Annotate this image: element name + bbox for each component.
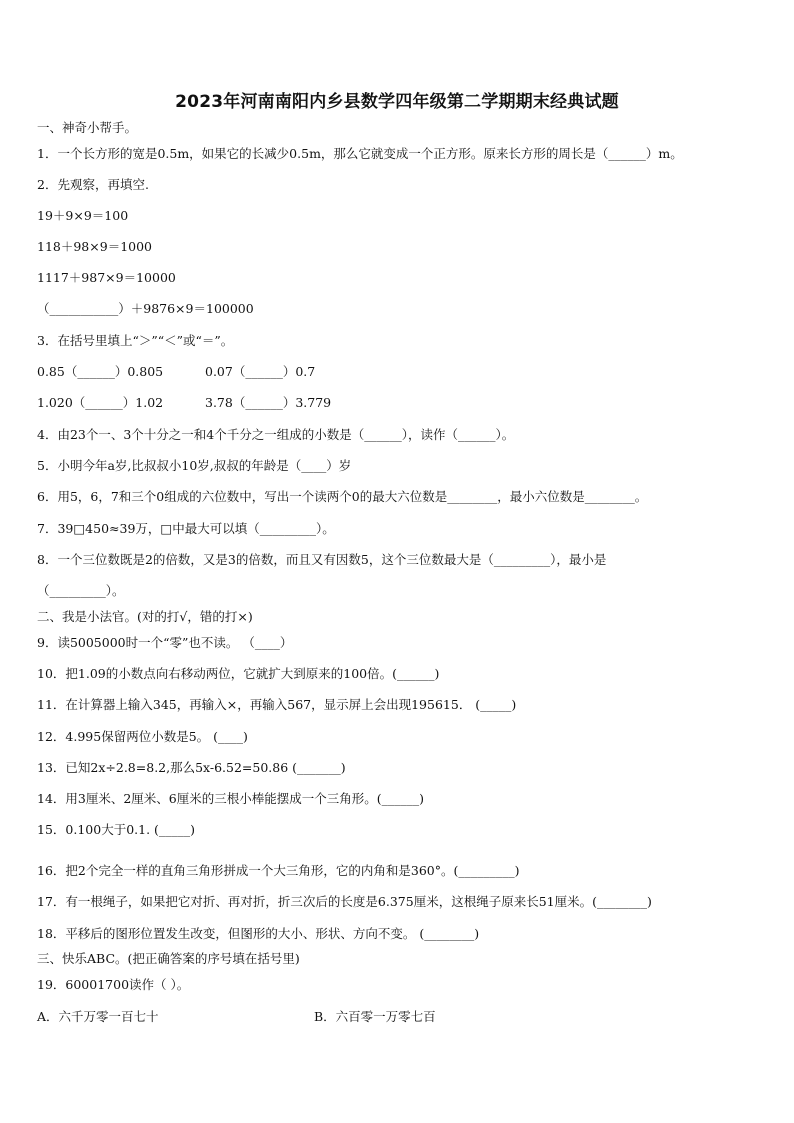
question-line: 12．4.995保留两位小数是5。 (____) (37, 729, 248, 744)
question-line: 5．小明今年a岁,比叔叔小10岁,叔叔的年龄是（____）岁 (37, 458, 352, 473)
question-line: 2．先观察，再填空. (37, 177, 149, 192)
question-line: 1．一个长方形的宽是0.5m，如果它的长减少0.5m，那么它就变成一个正方形。原来长方形的周长是（______）m。 (37, 146, 683, 161)
question-line: 16．把2个完全一样的直角三角形拼成一个大三角形，它的内角和是360°。(_________) (37, 863, 520, 878)
choice-b: B．六百零一万零七百 (314, 1009, 436, 1024)
section-heading: 三、快乐ABC。(把正确答案的序号填在括号里) (37, 951, 300, 966)
choice-row (37, 1009, 637, 1025)
section-heading: 一、神奇小帮手。 (37, 120, 138, 135)
question-line: 3．在括号里填上“＞”“＜”或“＝”。 (37, 333, 234, 348)
choice-a: A．六千万零一百七十 (37, 1009, 159, 1024)
question-line: 14．用3厘米、2厘米、6厘米的三根小棒能摆成一个三角形。(______) (37, 791, 425, 806)
compare-right: 0.07（______）0.7 (205, 364, 316, 379)
question-line: 9．读5005000时一个“零”也不读。 （____） (37, 635, 293, 650)
question-line: （___________）＋9876×9＝100000 (37, 301, 254, 316)
page-title: 2023年河南南阳内乡县数学四年级第二学期期末经典试题 (175, 92, 619, 112)
question-line: 11．在计算器上输入345，再输入×，再输入567，显示屏上会出现195615． (_____) (37, 697, 517, 712)
question-line: 7．39□450≈39万，□中最大可以填（_________）。 (37, 521, 335, 536)
question-line: 118＋98×9＝1000 (37, 239, 153, 254)
question-line: 6．用5，6，7和三个0组成的六位数中，写出一个读两个0的最大六位数是________，最小六位数是________。 (37, 489, 648, 504)
compare-right: 3.78（______）3.779 (205, 395, 332, 410)
compare-left: 0.85（______）0.805 (37, 364, 164, 379)
question-line: 19．60001700读作（ ）。 (37, 977, 190, 992)
question-line: 15．0.100大于0.1. (_____) (37, 822, 196, 837)
question-line: 1117＋987×9＝10000 (37, 270, 176, 285)
question-line: 4．由23个一、3个十分之一和4个千分之一组成的小数是（______），读作（______）。 (37, 427, 515, 442)
question-line: 10．把1.09的小数点向右移动两位，它就扩大到原来的100倍。(______) (37, 666, 440, 681)
section-heading: 二、我是小法官。(对的打√，错的打×) (37, 609, 253, 624)
question-line: 18．平移后的图形位置发生改变，但图形的大小、形状、方向不变。 (________) (37, 926, 480, 941)
question-line: （_________）。 (37, 583, 125, 598)
compare-row (37, 395, 437, 411)
compare-row (37, 364, 437, 380)
compare-left: 1.020（______）1.02 (37, 395, 164, 410)
question-line: 17．有一根绳子，如果把它对折、再对折，折三次后的长度是6.375厘米，这根绳子原来长51厘米。(________) (37, 894, 652, 909)
question-line: 13．已知2x÷2.8=8.2,那么5x-6.52=50.86 (_______) (37, 760, 346, 775)
question-line: 19＋9×9＝100 (37, 208, 129, 223)
question-line: 8．一个三位数既是2的倍数，又是3的倍数，而且又有因数5，这个三位数最大是（_________），最小是 (37, 552, 607, 567)
